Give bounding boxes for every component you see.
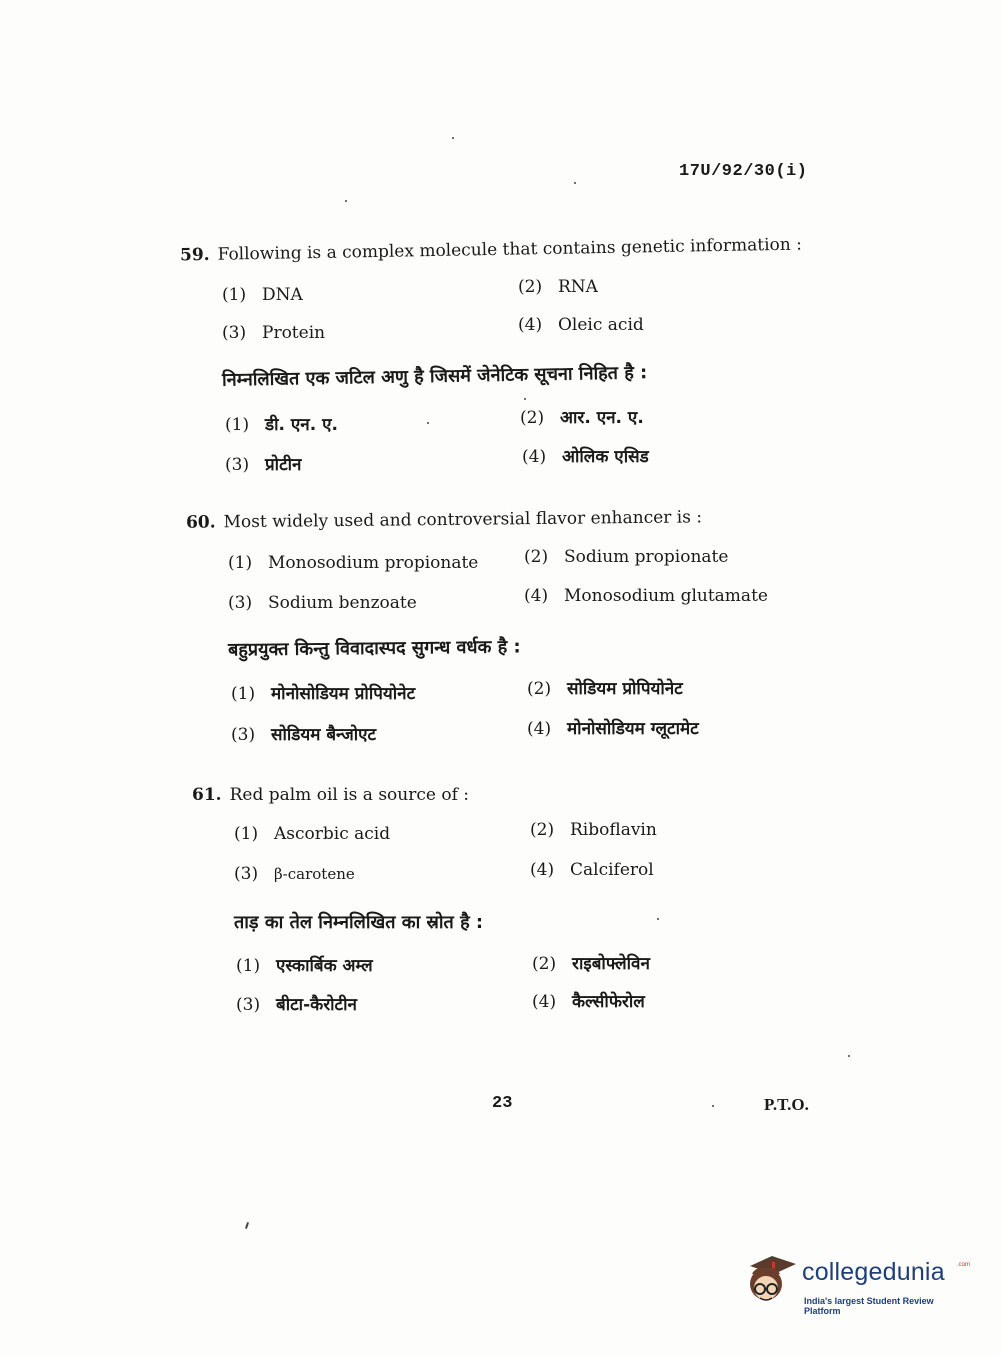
option-hindi: (3) बीटा-कैरोटीन: [236, 995, 357, 1015]
scan-speck: [452, 137, 454, 139]
scan-speck: [657, 918, 659, 920]
paper-code: 17U/92/30(i): [679, 162, 808, 181]
scan-speck: [712, 1105, 714, 1107]
option-english: (1) Monosodium propionate: [228, 553, 479, 573]
collegedunia-watermark: [742, 1250, 972, 1314]
option-hindi: (1) एस्कार्बिक अम्ल: [236, 956, 373, 976]
question-stem-english: Red palm oil is a source of :: [229, 785, 469, 805]
scan-speck: [427, 422, 429, 424]
question-stem-english: Most widely used and controversial flavor enhancer is :: [223, 507, 703, 533]
scan-speck: [345, 200, 347, 202]
option-hindi: (4) मोनोसोडियम ग्लूटामेट: [527, 719, 699, 739]
option-hindi: (1) डी. एन. ए.: [225, 415, 338, 435]
option-english: (2) Sodium propionate: [524, 547, 729, 567]
brand-tagline: India's largest Student Review Platform: [804, 1296, 934, 1316]
question-number: 61.: [192, 785, 222, 805]
option-english: (4) Calciferol: [530, 860, 654, 880]
brand-name: collegedunia: [802, 1258, 945, 1286]
scan-speck: [524, 398, 526, 400]
question-number: 59.: [179, 244, 210, 266]
option-english: (2) RNA: [518, 277, 598, 297]
option-english: (1) DNA: [222, 285, 303, 305]
option-hindi: (4) ओलिक एसिड: [522, 447, 649, 467]
option-hindi: (3) प्रोटीन: [225, 455, 302, 475]
option-english: (4) Oleic acid: [518, 315, 644, 335]
scan-speck: [245, 1222, 249, 1229]
option-english: (2) Riboflavin: [530, 820, 657, 840]
option-hindi: (2) राइबोफ्लेविन: [532, 954, 650, 974]
question-stem-hindi: बहुप्रयुक्त किन्तु विवादास्पद सुगन्ध वर्धक है :: [227, 636, 521, 661]
question-stem-hindi: निम्नलिखित एक जटिल अणु है जिसमें जेनेटिक सूचना निहित है :: [221, 362, 648, 391]
option-hindi: (3) सोडियम बैन्जोएट: [231, 725, 377, 745]
page-number: 23: [492, 1094, 513, 1113]
option-english: (1) Ascorbic acid: [234, 824, 391, 844]
brand-suffix: .com: [957, 1262, 971, 1268]
scan-speck: [574, 182, 576, 184]
question-stem-english: Following is a complex molecule that contains genetic information :: [217, 234, 803, 265]
scan-speck: [848, 1055, 850, 1057]
option-english: (4) Monosodium glutamate: [524, 586, 768, 606]
option-hindi: (2) सोडियम प्रोपियोनेट: [527, 679, 683, 699]
option-hindi: (4) कैल्सीफेरोल: [532, 992, 645, 1012]
option-english: (3) Sodium benzoate: [228, 593, 417, 613]
option-english: (3) β-carotene: [234, 864, 355, 884]
pto-label: P.T.O.: [764, 1095, 809, 1114]
question-stem-hindi: ताड़ का तेल निम्नलिखित का स्रोत है :: [234, 912, 484, 933]
question-number: 60.: [185, 512, 216, 533]
option-english: (3) Protein: [222, 323, 326, 343]
option-hindi: (1) मोनोसोडियम प्रोपियोनेट: [231, 684, 416, 704]
mascot-icon: [742, 1252, 798, 1310]
option-hindi: (2) आर. एन. ए.: [520, 408, 644, 428]
